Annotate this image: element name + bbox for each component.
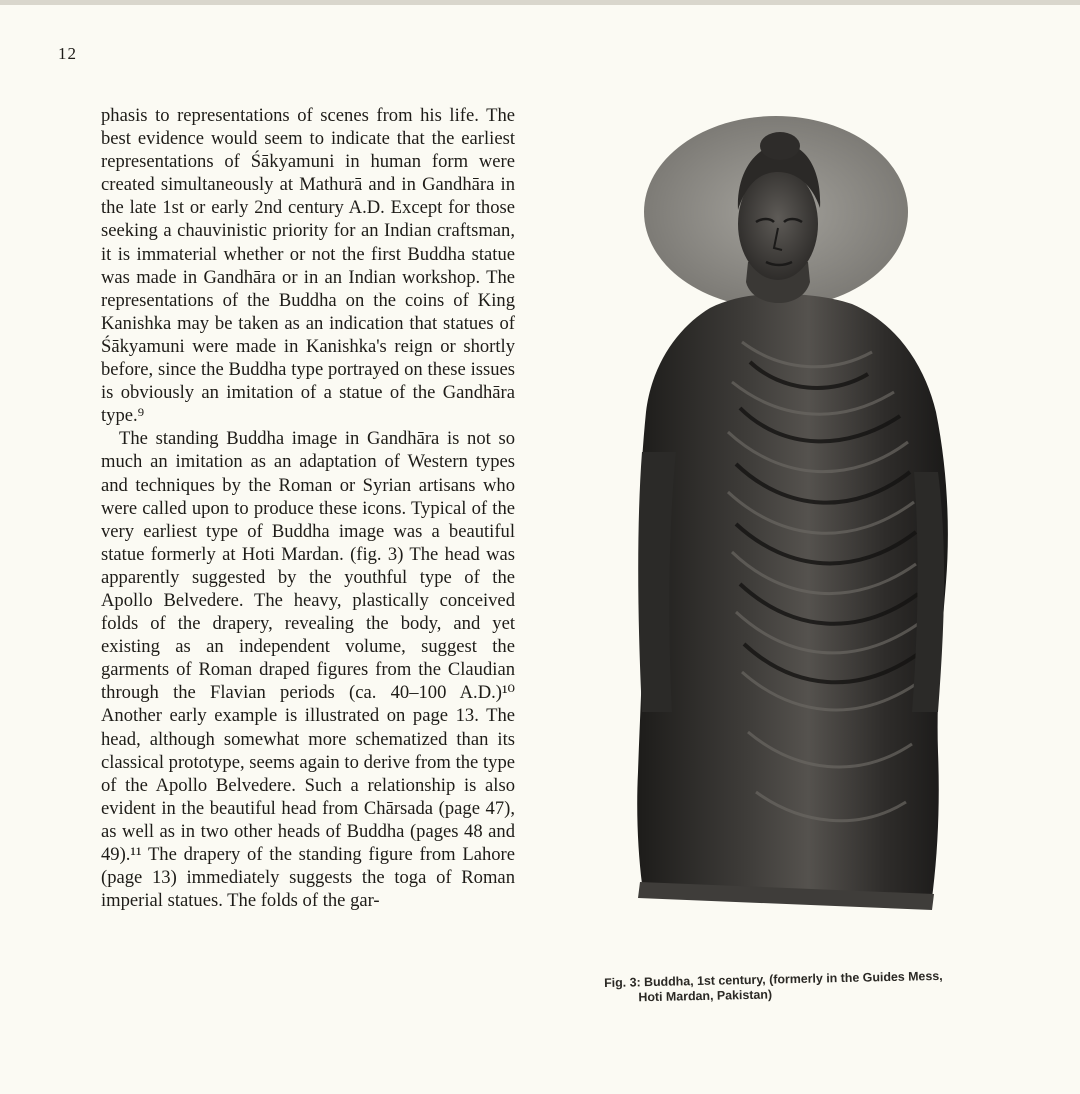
paragraph-1: phasis to representations of scenes from his life. The best evidence would seem to indicate that the earliest representations of Śākyamuni in human form were created simultaneously at Mathurā and in Gandhāra in the late 1st or early 2nd century A.D. Except for those seeking a chauvinistic priority for an Indian craftsman, it is immaterial whether or not the first Buddha statue was made in Gandhāra or in an Indian workshop. The representations of the Buddha on the coins of King Kanishka may be taken as an indication that statues of Śākyamuni were made in Kanishka's reign or shortly before, since the Buddha type portrayed on these issues is obviously an imitation of a statue of the Gandhāra type.⁹ [101, 105, 515, 427]
paragraph-2: The standing Buddha image in Gandhāra is not so much an imitation as an adaptation of Western types and techniques by the Roman or Syrian artisans who were called upon to produce these icons. Typical of the very earliest type of Buddha image was a beautiful statue formerly at Hoti Mardan. (fig. 3) The head was apparently suggested by the youthful type of the Apollo Belvedere. The heavy, plastically conceived folds of the drapery, revealing the body, and yet existing as an independent volume, suggest the garments of Roman draped figures from the Claudian through the Flavian periods (ca. 40–100 A.D.)¹⁰ Another early example is illustrated on page 13. The head, although somewhat more schematized than its classical prototype, seems again to derive from the type of the Apollo Belvedere. Such a relationship is also evident in the beautiful head from Chārsada (page 47), as well as in two other heads of Buddha (pages 48 and 49).¹¹ The drapery of the standing figure from Lahore (page 13) immediately suggests the toga of Roman imperial statues. The folds of the gar- [101, 428, 515, 912]
page-number: 12 [58, 44, 77, 63]
page-top-edge [0, 0, 1080, 5]
caption-line-1: Fig. 3: Buddha, 1st century, (formerly in the Guides Mess, [604, 968, 943, 990]
body-text-column [101, 104, 515, 912]
caption-line-2: Hoti Mardan, Pakistan) [638, 987, 773, 1005]
buddha-statue-photo [632, 112, 954, 912]
figure-caption [604, 968, 985, 1006]
